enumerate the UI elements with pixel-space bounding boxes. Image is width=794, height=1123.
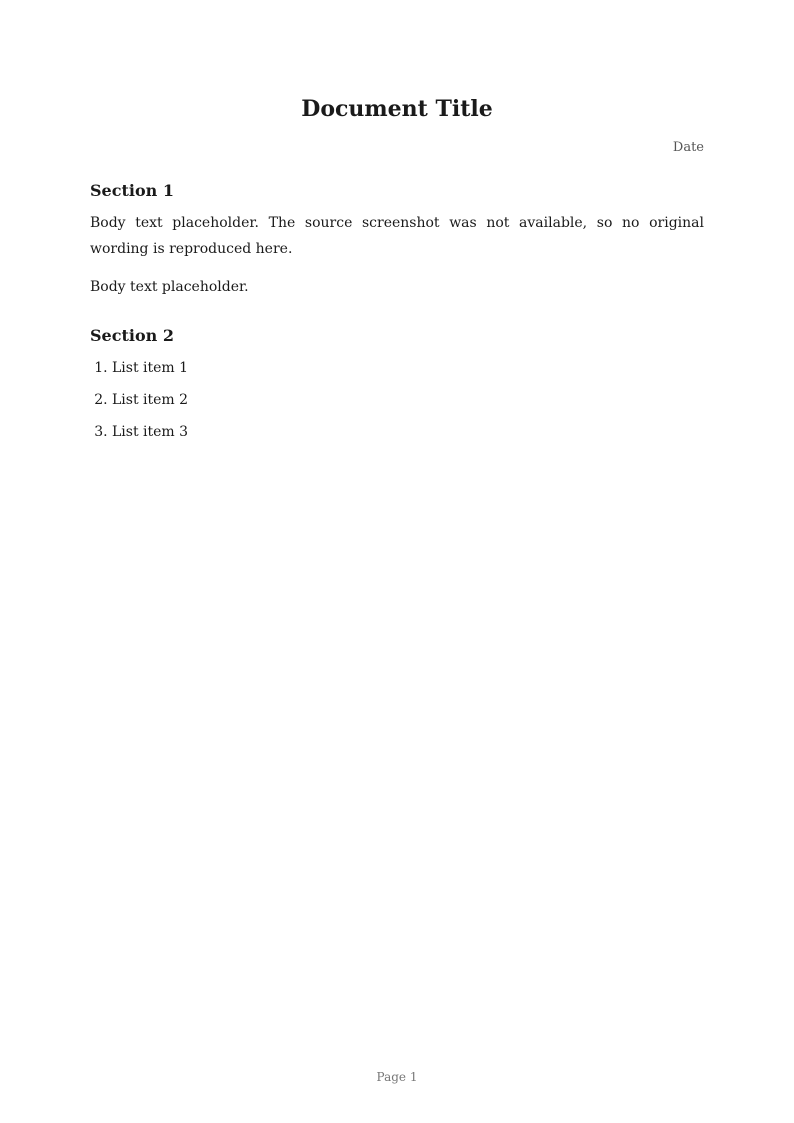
section-heading: Section 1 <box>90 181 174 200</box>
body-paragraph: Body text placeholder. <box>90 279 249 295</box>
document-meta: Date <box>672 140 704 155</box>
body-paragraph: Body text placeholder. The source screenshot was not available, so no original wording is reproduced here. <box>90 215 704 257</box>
list-item: 3. List item 3 <box>112 419 704 445</box>
document-title: Document Title <box>301 96 493 122</box>
list-item: 2. List item 2 <box>112 387 704 413</box>
page-footer: Page 1 <box>376 1070 418 1084</box>
section-heading: Section 2 <box>90 326 174 345</box>
list-item: 1. List item 1 <box>112 355 704 381</box>
item-list <box>90 355 704 445</box>
